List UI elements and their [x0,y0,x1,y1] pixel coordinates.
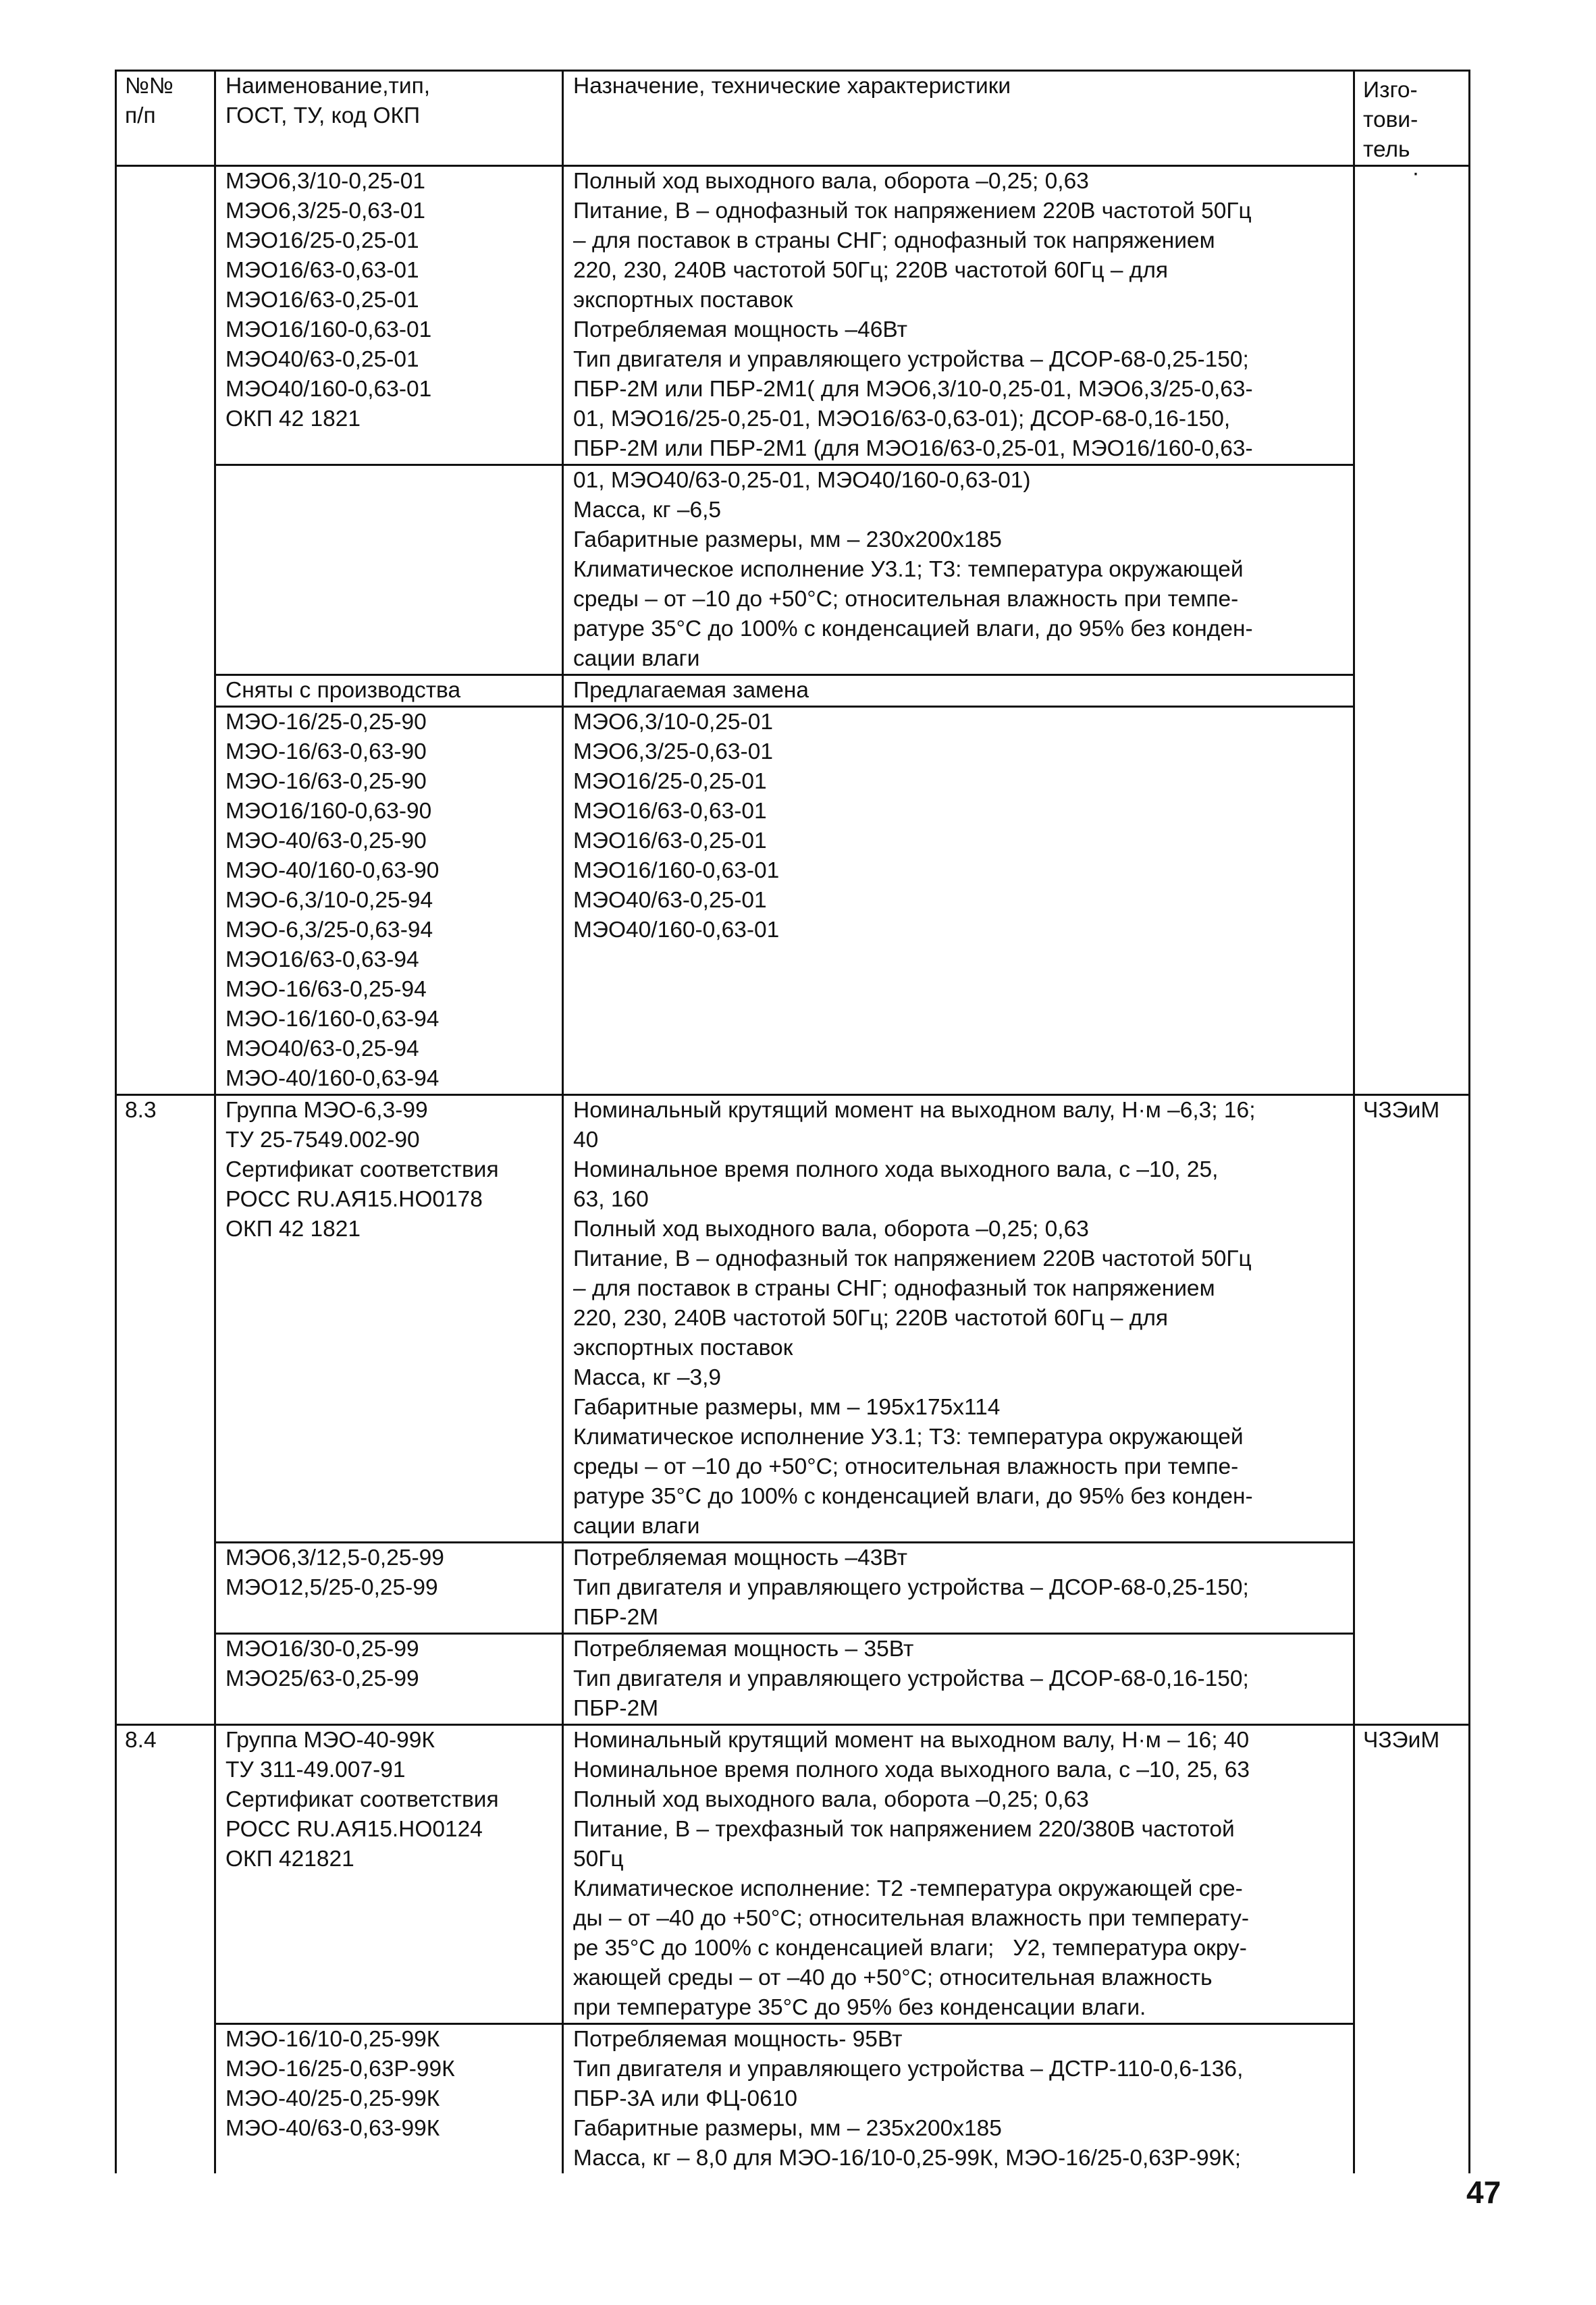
row-name-line: МЭО-16/10-0,25-99К [225,2027,440,2052]
table-header-row [116,71,1470,166]
header-num [116,71,215,166]
row-name-line: РОСС RU.АЯ15.НО0124 [225,1817,483,1842]
row-number [116,465,215,675]
row-number [116,1543,215,1634]
row-description-line: Масса, кг – 8,0 для МЭО-16/10-0,25-99К, МЭО-16/25-0,63Р-99К; [573,2146,1242,2171]
row-description-line: Габаритные размеры, мм – 230х200х185 [573,527,1002,552]
row-name-line: Группа МЭО-40-99К [225,1728,435,1753]
row-name [215,166,563,465]
row-number [116,166,215,465]
row-description-line: Питание, В – однофазный ток напряжением 220В частотой 50Гц [573,1246,1252,1271]
row-description [563,1095,1354,1543]
row-name-line: МЭО16/160-0,63-90 [225,799,432,824]
row-description-line: ПБР-3А или ФЦ-0610 [573,2086,798,2111]
row-name-line: МЭО6,3/10-0,25-01 [225,169,425,194]
row-name-line: МЭО-16/63-0,63-90 [225,739,427,764]
row-description-line: МЭО16/160-0,63-01 [573,858,780,883]
spec-table [115,70,1470,2173]
row-description-line: Номинальный крутящий момент на выходном валу, Н·м – 16; 40 [573,1728,1250,1753]
row-description-line: Питание, В – трехфазный ток напряжением 220/380В частотой [573,1817,1235,1842]
row-description-line: Потребляемая мощность – 35Вт [573,1637,914,1662]
row-description-line: ды – от –40 до +50°С; относительная влажность при температу- [573,1906,1249,1931]
header-maker [1354,71,1470,166]
row-description-line: Тип двигателя и управляющего устройства – ДСОР-68-0,25-150; [573,347,1249,372]
row-description-line: ПБР-2М или ПБР-2М1 (для МЭО16/63-0,25-01, МЭО16/160-0,63- [573,436,1253,461]
page-number: 47 [1466,2175,1501,2210]
row-description-line: 220, 230, 240В частотой 50Гц; 220В частотой 60Гц – для [573,258,1169,283]
header-desc-line: Назначение, технические характеристики [573,74,1011,99]
table-row [116,1095,1470,1543]
row-description [563,2024,1354,2174]
row-name-line: МЭО6,3/25-0,63-01 [225,198,425,223]
row-name-line: МЭО16/63-0,63-94 [225,947,419,972]
row-description-line: МЭО40/160-0,63-01 [573,918,780,943]
row-description [563,675,1354,707]
table-row [116,465,1470,675]
row-name-line: МЭО16/30-0,25-99 [225,1637,419,1662]
row-number-line: 8.4 [125,1728,157,1753]
row-description-line: Габаритные размеры, мм – 235х200х185 [573,2116,1002,2141]
row-manufacturer [1354,1725,1470,2024]
row-name-line: МЭО40/160-0,63-01 [225,377,432,402]
row-name-line: Сняты с производства [225,678,461,703]
row-description-line: при температуре 35°С до 95% без конденсации влаги. [573,1995,1146,2020]
row-manufacturer [1354,1543,1470,1634]
row-description [563,166,1354,465]
table-row [116,1634,1470,1725]
row-description-line: 50Гц [573,1847,624,1872]
row-name-line: ОКП 421821 [225,1847,354,1872]
row-manufacturer [1354,1634,1470,1725]
row-name [215,1725,563,2024]
row-description-line: экспортных поставок [573,288,793,313]
row-name [215,1095,563,1543]
row-name-line: МЭО16/160-0,63-01 [225,317,432,342]
header-name [215,71,563,166]
row-name-line: МЭО6,3/12,5-0,25-99 [225,1545,444,1570]
row-name-line: МЭО-16/63-0,25-94 [225,977,427,1002]
row-description-line: Номинальное время полного хода выходного вала, с –10, 25, [573,1157,1219,1182]
row-name-line: МЭО-6,3/10-0,25-94 [225,888,433,913]
row-description-line: Тип двигателя и управляющего устройства – ДСТР-110-0,6-136, [573,2057,1244,2082]
row-description-line: МЭО6,3/10-0,25-01 [573,710,773,735]
row-name-line: МЭО-6,3/25-0,63-94 [225,918,433,943]
row-description-line: Масса, кг –3,9 [573,1365,722,1390]
row-description-line: сации влаги [573,1514,700,1539]
row-name-line: ТУ 25-7549.002-90 [225,1128,420,1152]
row-name-line: МЭО-40/25-0,25-99К [225,2086,440,2111]
row-description-line: МЭО40/63-0,25-01 [573,888,767,913]
row-description [563,707,1354,1095]
row-name-line: Группа МЭО-6,3-99 [225,1098,428,1123]
row-name-line: ОКП 42 1821 [225,406,361,431]
row-description-line: Полный ход выходного вала, оборота –0,25; 0,63 [573,1787,1089,1812]
table-row [116,1725,1470,2024]
row-description-line: Климатическое исполнение У3.1; Т3: температура окружающей [573,1425,1244,1450]
row-description-line: 01, МЭО16/25-0,25-01, МЭО16/63-0,63-01); ДСОР-68-0,16-150, [573,406,1231,431]
row-description-line: Потребляемая мощность –43Вт [573,1545,907,1570]
row-description-line: МЭО6,3/25-0,63-01 [573,739,773,764]
row-name-line: МЭО-16/25-0,63Р-99К [225,2057,455,2082]
row-description-line: 40 [573,1128,599,1152]
header-maker-line: Изго- [1363,78,1418,103]
row-description-line: МЭО16/63-0,25-01 [573,828,767,853]
header-desc [563,71,1354,166]
row-name-line: МЭО16/63-0,63-01 [225,258,419,283]
row-description-line: Потребляемая мощность –46Вт [573,317,907,342]
row-name [215,1634,563,1725]
row-name-line: РОСС RU.АЯ15.НО0178 [225,1187,483,1212]
table-row [116,675,1470,707]
row-description-line: Полный ход выходного вала, оборота –0,25; 0,63 [573,1217,1089,1242]
row-name [215,2024,563,2174]
row-description-line: Тип двигателя и управляющего устройства – ДСОР-68-0,25-150; [573,1575,1249,1600]
table-row [116,166,1470,465]
row-manufacturer-line: ЧЗЭиМ [1363,1098,1440,1123]
row-name-line: МЭО16/63-0,25-01 [225,288,419,313]
row-description-line: – для поставок в страны СНГ; однофазный ток напряжением [573,1276,1215,1301]
row-name-line: МЭО-40/160-0,63-90 [225,858,440,883]
row-description-line: ратуре 35°С до 100% с конденсацией влаги, до 95% без конден- [573,1484,1253,1509]
table-row [116,1543,1470,1634]
row-name-line: МЭО-16/25-0,25-90 [225,710,427,735]
row-description-line: Предлагаемая замена [573,678,809,703]
row-name-line: МЭО25/63-0,25-99 [225,1666,419,1691]
row-name-line: МЭО40/63-0,25-01 [225,347,419,372]
row-name-line: МЭО-40/160-0,63-94 [225,1066,440,1091]
header-name-line: Наименование,тип, [225,74,431,99]
row-description-line: ПБР-2М [573,1696,659,1721]
row-manufacturer [1354,465,1470,675]
row-number [116,675,215,707]
row-description-line: 220, 230, 240В частотой 50Гц; 220В частотой 60Гц – для [573,1306,1169,1331]
row-description-line: Номинальное время полного хода выходного вала, с –10, 25, 63 [573,1757,1250,1782]
spec-table-body [116,71,1470,2174]
row-description-line: Тип двигателя и управляющего устройства – ДСОР-68-0,16-150; [573,1666,1249,1691]
row-manufacturer-line: · [1412,165,1420,186]
row-name-line: Сертификат соответствия [225,1787,499,1812]
row-manufacturer [1354,2024,1470,2174]
row-description [563,1634,1354,1725]
row-name-line: МЭО-40/63-0,63-99К [225,2116,440,2141]
row-description-line: Климатическое исполнение: Т2 -температура окружающей сре- [573,1876,1243,1901]
row-manufacturer [1354,707,1470,1095]
row-description-line: МЭО16/63-0,63-01 [573,799,767,824]
row-description-line: ратуре 35°С до 100% с конденсацией влаги, до 95% без конден- [573,616,1253,641]
header-maker-line: тель [1363,137,1410,162]
row-number [116,1095,215,1543]
header-name-line: ГОСТ, ТУ, код ОКП [225,103,421,128]
row-description-line: ПБР-2М или ПБР-2М1( для МЭО6,3/10-0,25-01, МЭО6,3/25-0,63- [573,377,1253,402]
header-maker-line: тови- [1363,107,1418,132]
row-description-line: ПБР-2М [573,1605,659,1630]
row-description [563,465,1354,675]
row-name-line: ТУ 311-49.007-91 [225,1757,406,1782]
table-row [116,707,1470,1095]
row-description-line: среды – от –10 до +50°С; относительная влажность при темпе- [573,1454,1239,1479]
row-description-line: Габаритные размеры, мм – 195х175х114 [573,1395,1001,1420]
row-name-line: ОКП 42 1821 [225,1217,361,1242]
row-description-line: 01, МЭО40/63-0,25-01, МЭО40/160-0,63-01) [573,468,1031,493]
row-name-line: МЭО-16/160-0,63-94 [225,1007,440,1032]
row-number [116,707,215,1095]
row-name-line: МЭО-16/63-0,25-90 [225,769,427,794]
row-number-line: 8.3 [125,1098,157,1123]
row-name-line: МЭО-40/63-0,25-90 [225,828,427,853]
row-description-line: жающей среды – от –40 до +50°С; относительная влажность [573,1965,1213,1990]
row-description [563,1725,1354,2024]
table-row [116,2024,1470,2174]
row-name [215,675,563,707]
row-name [215,1543,563,1634]
row-description-line: Полный ход выходного вала, оборота –0,25; 0,63 [573,169,1089,194]
row-manufacturer [1354,166,1470,465]
row-name [215,707,563,1095]
row-description-line: сации влаги [573,646,700,671]
row-description-line: МЭО16/25-0,25-01 [573,769,767,794]
row-description-line: – для поставок в страны СНГ; однофазный ток напряжением [573,228,1215,253]
row-description-line: Потребляемая мощность- 95Вт [573,2027,903,2052]
row-number [116,2024,215,2174]
row-name-line: Сертификат соответствия [225,1157,499,1182]
row-manufacturer [1354,1095,1470,1543]
row-description-line: среды – от –10 до +50°С; относительная влажность при темпе- [573,587,1239,612]
row-name-line: МЭО12,5/25-0,25-99 [225,1575,438,1600]
row-description-line: 63, 160 [573,1187,649,1212]
row-name-line: МЭО40/63-0,25-94 [225,1036,419,1061]
row-number [116,1634,215,1725]
header-num-line: №№ [125,74,174,99]
row-name-line: МЭО16/25-0,25-01 [225,228,419,253]
header-num-line: п/п [125,103,156,128]
row-description-line: экспортных поставок [573,1335,793,1360]
row-description-line: Питание, В – однофазный ток напряжением 220В частотой 50Гц [573,198,1252,223]
row-manufacturer-line: ЧЗЭиМ [1363,1728,1440,1753]
row-manufacturer [1354,675,1470,707]
row-description-line: Климатическое исполнение У3.1; Т3: температура окружающей [573,557,1244,582]
row-name [215,465,563,675]
row-description [563,1543,1354,1634]
row-description-line: Номинальный крутящий момент на выходном валу, Н·м –6,3; 16; [573,1098,1256,1123]
row-description-line: Масса, кг –6,5 [573,498,722,523]
row-description-line: ре 35°С до 100% с конденсацией влаги; У2, температура окру- [573,1936,1247,1961]
row-number [116,1725,215,2024]
